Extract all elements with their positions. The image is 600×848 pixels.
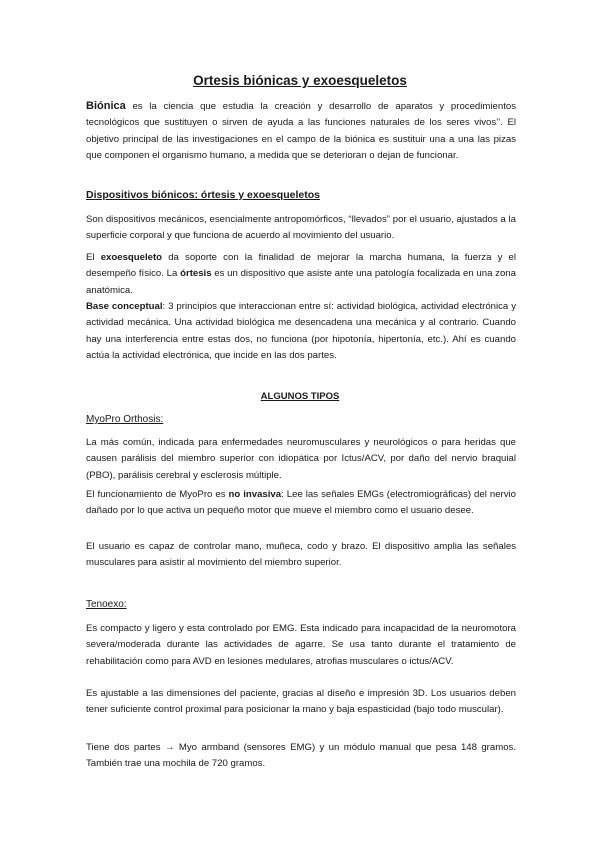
p2-text-c: da soporte con la finalidad de mejorar la marcha humana, la fuerza y el desempeño físico. La xyxy=(86,252,516,280)
myopro-paragraph-1: La más común, indicada para enfermedades neuromusculares y neurológicos o para heridas que causen parálisis del miembro superior con idiopática por Ictus/ACV, por daño del nervio braquial (PBO), parálisis cerebral y esclerosis múltiple. xyxy=(86,437,516,481)
myopro-p2-a: El funcionamiento de MyoPro es xyxy=(86,489,229,500)
section1-paragraph-1: Son dispositivos mecánicos, esencialmente antropomórficos, “llevados” por el usuario, ajustados a la superficie corporal y que funciona de acuerdo al movimiento del usuario. xyxy=(86,214,516,242)
myopro-paragraph-3: El usuario es capaz de controlar mano, muñeca, codo y brazo. El dispositivo amplia las señales musculares para asistir al movimiento del miembro superior. xyxy=(86,541,516,569)
page-title: Ortesis biónicas y exoesqueletos xyxy=(193,73,407,88)
myopro-p2-c: : Lee las señales EMGs (electromiográficas) del nervio dañado por lo que activa un pequeño motor que mueve el miembro como el usuario desee. xyxy=(86,489,516,517)
myopro-paragraph-2 xyxy=(86,487,516,520)
p2-text-a: El xyxy=(86,252,101,263)
tenoexo-paragraph-3: Tiene dos partes → Myo armband (sensores EMG) y un módulo manual que pesa 148 gramos. También trae una mochila de 720 gramos. xyxy=(86,742,516,770)
section1-paragraph-2 xyxy=(86,250,516,299)
intro-paragraph xyxy=(86,98,516,164)
myopro-heading: MyoPro Orthosis: xyxy=(86,414,164,425)
base-conceptual-text: : 3 principios que interaccionan entre sí: actividad biológica, actividad electrónica y actividad mecánica. Una actividad biológica me desencadena una mecánica y al contrario. Cuando hay una interferencia entre estas dos, no funciona (por hipotonía, hipertonía, etc.). Ahí es cuando actúa la actividad electrónica, que incide en las dos partes. xyxy=(86,301,516,361)
tenoexo-paragraph-1: Es compacto y ligero y esta controlado por EMG. Esta indicado para incapacidad de la neuromotora severa/moderada durante las actividades de agarre. Se usa tanto durante el tratamiento de rehabilitación como para AVD en lesiones medulares, atrofias musculares o ictus/ACV. xyxy=(86,623,516,667)
types-heading: ALGUNOS TIPOS xyxy=(260,391,340,402)
tenoexo-paragraph-2: Es ajustable a las dimensiones del paciente, gracias al diseño e impresión 3D. Los usuarios deben tener suficiente control proximal para posicionar la mano y baja espasticidad (bajo todo muscular). xyxy=(86,688,516,716)
p2-term-ortesis: órtesis xyxy=(180,268,212,280)
myopro-no-invasiva: no invasiva xyxy=(228,489,282,500)
intro-text: es la ciencia que estudia la creación y desarrollo de aparatos y procedimientos tecnológicos que sustituyen o sirven de ayuda a las funciones naturales de los seres vivos’’. El objetivo principal de las investigaciones en el campo de la biónica es sustituir una a una las pizas que componen el organismo humano, a medida que se deterioran o dejan de funcionar. xyxy=(86,101,516,161)
intro-term: Biónica xyxy=(86,100,126,112)
section1-paragraph-3 xyxy=(86,299,516,364)
tenoexo-heading: Tenoexo: xyxy=(86,599,127,610)
p2-text-e: es un dispositivo que asiste ante una patología focalizada en una zona anatómica. xyxy=(86,268,516,296)
section-heading-dispositivos: Dispositivos biónicos: órtesis y exoesqueletos xyxy=(86,189,320,201)
base-conceptual-label: Base conceptual xyxy=(86,301,163,312)
p2-term-exoesqueleto: exoesqueleto xyxy=(100,252,163,263)
